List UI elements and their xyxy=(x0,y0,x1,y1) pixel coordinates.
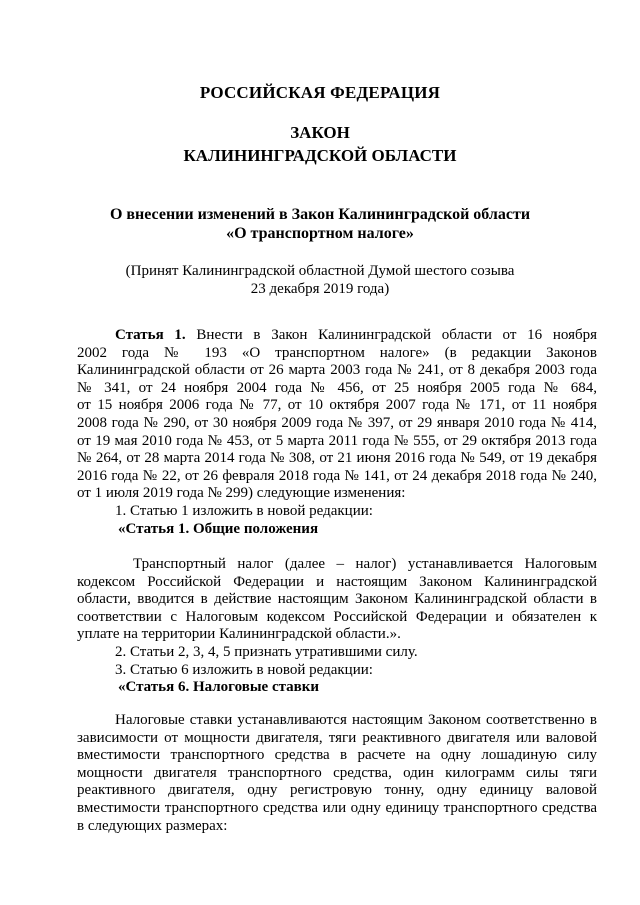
item-3-heading: «Статья 6. Налоговые ставки xyxy=(118,679,320,696)
article-1-line: № 264, от 28 марта 2014 года № 308, от 21 июня 2016 года № 549, от 19 декабря xyxy=(77,450,597,467)
article-1-line: 2002 года № 193 «О транспортном налоге» (в редакции Законов xyxy=(77,344,597,361)
law-subject-line1: О внесении изменений в Закон Калининградской области xyxy=(109,206,531,223)
article-1-line: 2016 года № 22, от 26 февраля 2018 года № 141, от 24 декабря 2018 года № 240, xyxy=(77,467,597,484)
adoption-note-line2: 23 декабря 2019 года) xyxy=(250,281,390,297)
items-2-3 xyxy=(77,644,597,697)
article-1-line: от 15 ноября 2006 года № 77, от 10 октября 2007 года № 171, от 11 ноября xyxy=(77,397,597,414)
article-1-text-line: Транспортный налог (далее – налог) устанавливается Налоговым xyxy=(133,556,597,572)
article-1-line: 2008 года № 290, от 30 ноября 2009 года № 397, от 29 января 2010 года № 414, xyxy=(77,414,597,431)
article-1-text-line: соответствии с Налоговым кодексом Российской Федерации и обязателен к xyxy=(77,608,597,625)
adoption-note-line1: (Принят Калининградской областной Думой шестого созыва xyxy=(125,263,515,279)
item-2: 2. Статьи 2, 3, 4, 5 признать утратившими силу. xyxy=(115,644,418,660)
federation-title: РОССИЙСКАЯ ФЕДЕРАЦИЯ xyxy=(199,83,441,102)
law-title-line2: КАЛИНИНГРАДСКОЙ ОБЛАСТИ xyxy=(183,146,457,165)
adoption-note xyxy=(0,262,640,298)
law-subject xyxy=(0,205,640,243)
law-title xyxy=(0,121,640,167)
article-6-text-line: вместимости транспортного средства или одну единицу транспортного средства xyxy=(77,799,597,816)
article-1-line: Статья 1. Внести в Закон Калининградской области от 16 ноября xyxy=(115,327,598,343)
article-6-text-line: Налоговые ставки устанавливаются настоящим Законом соответственно в xyxy=(115,712,597,728)
article-1-text-line: области, вводится в действие настоящим Законом Калининградской области в xyxy=(77,591,597,608)
article-6-new-text xyxy=(77,712,597,835)
item-1: 1. Статью 1 изложить в новой редакции: xyxy=(115,502,373,519)
law-title-line1: ЗАКОН xyxy=(290,123,350,142)
article-1-line: от 1 июля 2019 года № 299) следующие изменения: xyxy=(77,485,406,502)
article-1-label: Статья 1. xyxy=(115,327,186,343)
article-1-line: от 19 мая 2010 года № 453, от 5 марта 2011 года № 555, от 29 октября 2013 года xyxy=(77,432,597,449)
item-3: 3. Статью 6 изложить в новой редакции: xyxy=(115,661,373,678)
article-1 xyxy=(77,327,597,538)
article-1-text-line: кодексом Российской Федерации и настоящим Законом Калининградской xyxy=(77,573,597,590)
article-6-text-line: в следующих размерах: xyxy=(77,817,228,834)
article-1-line: Калининградской области от 26 марта 2003 года № 241, от 8 декабря 2003 года xyxy=(77,362,597,379)
article-1-line: № 341, от 24 ноября 2004 года № 456, от 25 ноября 2005 года № 684, xyxy=(77,379,597,396)
article-1-text-line: уплате на территории Калининградской области.». xyxy=(77,626,401,643)
article-6-text-line: вместимости транспортного средства в расчете на одну лошадиную силу xyxy=(77,747,597,764)
article-1-new-text xyxy=(77,556,597,644)
item-1-heading: «Статья 1. Общие положения xyxy=(118,520,319,537)
article-6-text-line: мощности двигателя транспортного средства, один килограмм силы тяги xyxy=(77,764,597,781)
article-6-text-line: реактивного двигателя, одну регистровую тонну, одну единицу валовой xyxy=(77,782,597,799)
article-6-text-line: зависимости от мощности двигателя, тяги реактивного двигателя или валовой xyxy=(77,729,597,746)
law-subject-line2: «О транспортном налоге» xyxy=(226,225,414,242)
